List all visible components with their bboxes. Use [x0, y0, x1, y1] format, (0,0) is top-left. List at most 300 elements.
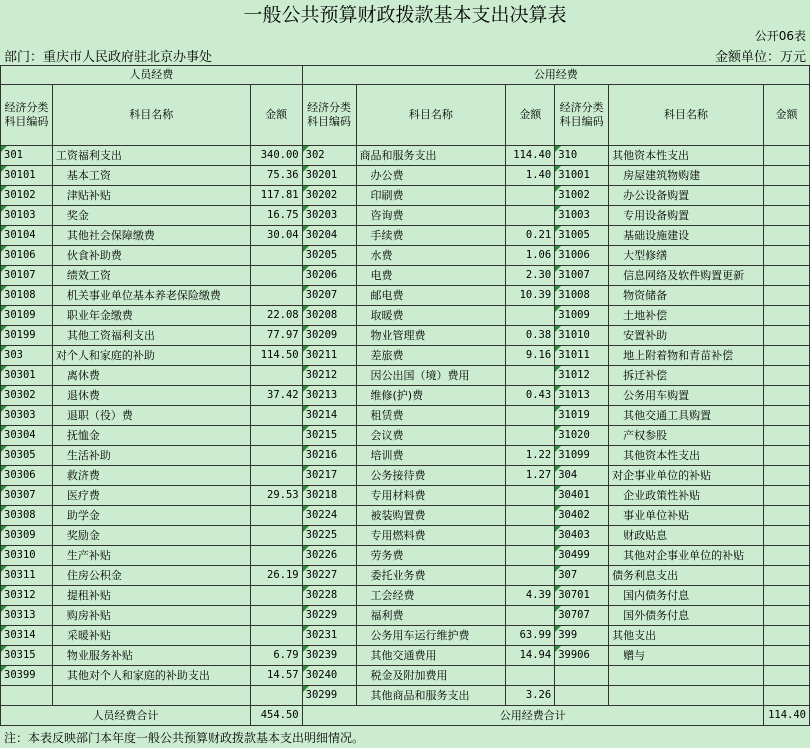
- cell-code: 31010: [555, 326, 609, 346]
- cell-name: 电费: [356, 266, 506, 286]
- table-row: [1, 446, 810, 466]
- cell-code: 30229: [302, 606, 356, 626]
- page-title: 一般公共预算财政拨款基本支出决算表: [243, 4, 567, 26]
- cell-code: 30309: [1, 526, 53, 546]
- cell-code: 30228: [302, 586, 356, 606]
- cell-name: 其他对企事业单位的补贴: [609, 546, 764, 566]
- cell-amount: 1.27: [506, 466, 555, 486]
- table-row: [1, 206, 810, 226]
- cell-code: 30239: [302, 646, 356, 666]
- table-row: [1, 326, 810, 346]
- cell-name: 专用材料费: [356, 486, 506, 506]
- cell-code: 31003: [555, 206, 609, 226]
- cell-name: 公务用车购置: [609, 386, 764, 406]
- cell-name: 商品和服务支出: [356, 146, 506, 166]
- cell-code: 30213: [302, 386, 356, 406]
- cell-code: 30306: [1, 466, 53, 486]
- cell-code: 30107: [1, 266, 53, 286]
- table-row: [1, 586, 810, 606]
- cell-code: 30402: [555, 506, 609, 526]
- cell-amount: [250, 406, 302, 426]
- cell-code: 30218: [302, 486, 356, 506]
- cell-amount: 2.30: [506, 266, 555, 286]
- cell-amount: [763, 206, 809, 226]
- cell-code: 30103: [1, 206, 53, 226]
- col-header-code: 经济分类科目编码: [302, 85, 356, 146]
- cell-code: 399: [555, 626, 609, 646]
- public-total-amount: 114.40: [763, 706, 809, 726]
- cell-code: 30308: [1, 506, 53, 526]
- col-header-code: 经济分类科目编码: [555, 85, 609, 146]
- cell-amount: 77.97: [250, 326, 302, 346]
- cell-name: 基础设施建设: [609, 226, 764, 246]
- cell-amount: 117.81: [250, 186, 302, 206]
- cell-amount: [763, 226, 809, 246]
- table-row: [1, 566, 810, 586]
- cell-name: 津贴补贴: [52, 186, 250, 206]
- cell-amount: [763, 266, 809, 286]
- cell-name: 被装购置费: [356, 506, 506, 526]
- table-row: [1, 646, 810, 666]
- cell-name: 安置补助: [609, 326, 764, 346]
- cell-code: 30305: [1, 446, 53, 466]
- cell-amount: [506, 306, 555, 326]
- cell-name: 拆迁补偿: [609, 366, 764, 386]
- cell-code: 30104: [1, 226, 53, 246]
- cell-code: 30226: [302, 546, 356, 566]
- col-header-amount: 金额: [506, 85, 555, 146]
- cell-name: 租赁费: [356, 406, 506, 426]
- cell-name: 物业管理费: [356, 326, 506, 346]
- cell-code: 30311: [1, 566, 53, 586]
- cell-name: 生产补贴: [52, 546, 250, 566]
- cell-code: 30211: [302, 346, 356, 366]
- cell-amount: 30.04: [250, 226, 302, 246]
- cell-code: 30101: [1, 166, 53, 186]
- cell-name: 税金及附加费用: [356, 666, 506, 686]
- cell-name: 因公出国（境）费用: [356, 366, 506, 386]
- cell-code: 31012: [555, 366, 609, 386]
- table-code: 公开06表: [754, 29, 806, 43]
- cell-code: 30205: [302, 246, 356, 266]
- table-row: [1, 666, 810, 686]
- table-row: [1, 406, 810, 426]
- cell-name: 咨询费: [356, 206, 506, 226]
- cell-code: 30499: [555, 546, 609, 566]
- cell-code: 30217: [302, 466, 356, 486]
- col-header-name: 科目名称: [609, 85, 764, 146]
- cell-name: 工会经费: [356, 586, 506, 606]
- cell-name: 生活补助: [52, 446, 250, 466]
- table-row: [1, 506, 810, 526]
- table-row: [1, 226, 810, 246]
- cell-code: 30204: [302, 226, 356, 246]
- cell-name: 公务接待费: [356, 466, 506, 486]
- cell-amount: [250, 526, 302, 546]
- cell-amount: [763, 186, 809, 206]
- cell-amount: [763, 426, 809, 446]
- cell-amount: [763, 566, 809, 586]
- cell-amount: [506, 606, 555, 626]
- cell-amount: 75.36: [250, 166, 302, 186]
- cell-name: 债务利息支出: [609, 566, 764, 586]
- cell-code: 30209: [302, 326, 356, 346]
- cell-amount: [506, 546, 555, 566]
- cell-amount: [763, 446, 809, 466]
- cell-name: 培训费: [356, 446, 506, 466]
- cell-code: 30707: [555, 606, 609, 626]
- cell-name: 助学金: [52, 506, 250, 526]
- cell-name: 国内债务付息: [609, 586, 764, 606]
- cell-amount: 1.06: [506, 246, 555, 266]
- cell-code: 30109: [1, 306, 53, 326]
- cell-name: 水费: [356, 246, 506, 266]
- cell-name: 公务用车运行维护费: [356, 626, 506, 646]
- cell-code: 30208: [302, 306, 356, 326]
- cell-amount: [763, 606, 809, 626]
- public-total-label: 公用经费合计: [302, 706, 763, 726]
- cell-name: 对个人和家庭的补助: [52, 346, 250, 366]
- table-row: [1, 466, 810, 486]
- personnel-group-header: 人员经费: [1, 66, 303, 85]
- cell-name: 其他资本性支出: [609, 146, 764, 166]
- cell-name: 救济费: [52, 466, 250, 486]
- cell-code: 31006: [555, 246, 609, 266]
- cell-amount: [506, 426, 555, 446]
- cell-name: 大型修缮: [609, 246, 764, 266]
- table-row: [1, 306, 810, 326]
- cell-code: 30202: [302, 186, 356, 206]
- table-row: [1, 266, 810, 286]
- table-row: [1, 626, 810, 646]
- cell-name: 办公设备购置: [609, 186, 764, 206]
- cell-code: 30304: [1, 426, 53, 446]
- cell-name: 国外债务付息: [609, 606, 764, 626]
- cell-code: 30215: [302, 426, 356, 446]
- cell-name: 职业年金缴费: [52, 306, 250, 326]
- cell-code: 30312: [1, 586, 53, 606]
- cell-amount: [506, 406, 555, 426]
- cell-amount: [506, 506, 555, 526]
- amount-unit-label: 金额单位：万元: [714, 50, 806, 65]
- cell-amount: 340.00: [250, 146, 302, 166]
- cell-code: 30102: [1, 186, 53, 206]
- cell-name: 其他商品和服务支出: [356, 686, 506, 706]
- cell-amount: 1.40: [506, 166, 555, 186]
- cell-code: 31008: [555, 286, 609, 306]
- table-row: [1, 606, 810, 626]
- table-row: [1, 186, 810, 206]
- cell-amount: [763, 626, 809, 646]
- cell-code: 307: [555, 566, 609, 586]
- cell-amount: 3.26: [506, 686, 555, 706]
- cell-code: [555, 666, 609, 686]
- cell-name: 差旅费: [356, 346, 506, 366]
- expenditure-table: [0, 65, 810, 726]
- cell-name: 房屋建筑物购建: [609, 166, 764, 186]
- cell-amount: 0.38: [506, 326, 555, 346]
- cell-name: 购房补贴: [52, 606, 250, 626]
- cell-amount: [763, 486, 809, 506]
- cell-amount: [250, 246, 302, 266]
- cell-name: 对企事业单位的补贴: [609, 466, 764, 486]
- cell-amount: [506, 526, 555, 546]
- table-row: [1, 386, 810, 406]
- cell-name: 退休费: [52, 386, 250, 406]
- cell-code: 30240: [302, 666, 356, 686]
- cell-name: 住房公积金: [52, 566, 250, 586]
- cell-amount: [763, 146, 809, 166]
- cell-amount: [506, 566, 555, 586]
- cell-amount: [763, 366, 809, 386]
- table-row: [1, 166, 810, 186]
- cell-name: 手续费: [356, 226, 506, 246]
- cell-code: 30206: [302, 266, 356, 286]
- cell-code: 30310: [1, 546, 53, 566]
- cell-code: 30224: [302, 506, 356, 526]
- cell-name: 劳务费: [356, 546, 506, 566]
- cell-name: 伙食补助费: [52, 246, 250, 266]
- cell-code: 30299: [302, 686, 356, 706]
- cell-code: 30701: [555, 586, 609, 606]
- cell-code: 301: [1, 146, 53, 166]
- cell-amount: 9.16: [506, 346, 555, 366]
- public-group-header: 公用经费: [302, 66, 809, 85]
- cell-amount: [763, 286, 809, 306]
- cell-amount: [763, 166, 809, 186]
- cell-name: 财政贴息: [609, 526, 764, 546]
- cell-name: 其他交通费用: [356, 646, 506, 666]
- cell-amount: [763, 346, 809, 366]
- col-header-name: 科目名称: [356, 85, 506, 146]
- cell-name: 其他工资福利支出: [52, 326, 250, 346]
- cell-code: 30201: [302, 166, 356, 186]
- cell-code: 30301: [1, 366, 53, 386]
- cell-name: 绩效工资: [52, 266, 250, 286]
- cell-code: 30214: [302, 406, 356, 426]
- table-row: [1, 366, 810, 386]
- cell-name: 基本工资: [52, 166, 250, 186]
- cell-name: [609, 686, 764, 706]
- cell-name: 委托业务费: [356, 566, 506, 586]
- cell-amount: [250, 686, 302, 706]
- cell-code: 31009: [555, 306, 609, 326]
- cell-amount: [506, 186, 555, 206]
- cell-amount: 0.43: [506, 386, 555, 406]
- cell-code: 30227: [302, 566, 356, 586]
- cell-amount: 37.42: [250, 386, 302, 406]
- cell-amount: [763, 666, 809, 686]
- cell-amount: [763, 406, 809, 426]
- cell-code: 30216: [302, 446, 356, 466]
- cell-name: 事业单位补贴: [609, 506, 764, 526]
- cell-name: 邮电费: [356, 286, 506, 306]
- cell-name: 赠与: [609, 646, 764, 666]
- cell-amount: [250, 426, 302, 446]
- cell-name: 其他社会保障缴费: [52, 226, 250, 246]
- cell-amount: [250, 446, 302, 466]
- cell-amount: 26.19: [250, 566, 302, 586]
- cell-name: [609, 666, 764, 686]
- cell-code: 31020: [555, 426, 609, 446]
- department-label: 部门：重庆市人民政府驻北京办事处: [4, 50, 213, 65]
- cell-code: 30199: [1, 326, 53, 346]
- cell-code: 30225: [302, 526, 356, 546]
- cell-code: 303: [1, 346, 53, 366]
- cell-code: 39906: [555, 646, 609, 666]
- cell-amount: [250, 586, 302, 606]
- table-row: [1, 686, 810, 706]
- cell-amount: [250, 546, 302, 566]
- cell-amount: [763, 526, 809, 546]
- cell-name: 医疗费: [52, 486, 250, 506]
- cell-amount: [763, 546, 809, 566]
- cell-amount: 4.39: [506, 586, 555, 606]
- cell-code: 31019: [555, 406, 609, 426]
- cell-amount: [250, 286, 302, 306]
- cell-amount: [763, 646, 809, 666]
- cell-name: 采暖补贴: [52, 626, 250, 646]
- table-row: [1, 486, 810, 506]
- table-row: [1, 146, 810, 166]
- footnote: 注：本表反映部门本年度一般公共预算财政拨款基本支出明细情况。: [4, 731, 365, 745]
- cell-amount: [763, 586, 809, 606]
- table-row: [1, 526, 810, 546]
- cell-name: 提租补贴: [52, 586, 250, 606]
- cell-code: 30401: [555, 486, 609, 506]
- table-row: [1, 426, 810, 446]
- cell-name: 维修(护)费: [356, 386, 506, 406]
- cell-code: 30403: [555, 526, 609, 546]
- cell-amount: [250, 366, 302, 386]
- cell-name: 物资储备: [609, 286, 764, 306]
- cell-amount: [763, 246, 809, 266]
- cell-amount: 16.75: [250, 206, 302, 226]
- col-header-amount: 金额: [250, 85, 302, 146]
- cell-name: 地上附着物和青苗补偿: [609, 346, 764, 366]
- cell-amount: 14.94: [506, 646, 555, 666]
- col-header-code: 经济分类科目编码: [1, 85, 53, 146]
- cell-amount: [506, 486, 555, 506]
- cell-amount: 1.22: [506, 446, 555, 466]
- cell-name: 离休费: [52, 366, 250, 386]
- cell-name: 专用燃料费: [356, 526, 506, 546]
- cell-name: 其他对个人和家庭的补助支出: [52, 666, 250, 686]
- cell-code: 30313: [1, 606, 53, 626]
- cell-name: 奖金: [52, 206, 250, 226]
- cell-code: 30307: [1, 486, 53, 506]
- cell-amount: 29.53: [250, 486, 302, 506]
- table-row: [1, 246, 810, 266]
- cell-name: 其他交通工具购置: [609, 406, 764, 426]
- cell-name: 信息网络及软件购置更新: [609, 266, 764, 286]
- cell-code: 31011: [555, 346, 609, 366]
- cell-code: 30302: [1, 386, 53, 406]
- cell-amount: [250, 506, 302, 526]
- cell-name: 专用设备购置: [609, 206, 764, 226]
- cell-amount: [250, 466, 302, 486]
- cell-code: 30315: [1, 646, 53, 666]
- cell-amount: [763, 506, 809, 526]
- cell-amount: 14.57: [250, 666, 302, 686]
- cell-name: [52, 686, 250, 706]
- cell-code: 30106: [1, 246, 53, 266]
- cell-amount: [506, 666, 555, 686]
- cell-code: 30207: [302, 286, 356, 306]
- cell-code: [1, 686, 53, 706]
- cell-code: 302: [302, 146, 356, 166]
- cell-amount: 22.08: [250, 306, 302, 326]
- cell-amount: 63.99: [506, 626, 555, 646]
- cell-code: 30212: [302, 366, 356, 386]
- cell-name: 退职（役）费: [52, 406, 250, 426]
- cell-name: 奖励金: [52, 526, 250, 546]
- cell-amount: 0.21: [506, 226, 555, 246]
- cell-name: 会议费: [356, 426, 506, 446]
- table-row: [1, 286, 810, 306]
- cell-code: 304: [555, 466, 609, 486]
- cell-code: 31005: [555, 226, 609, 246]
- cell-name: 印刷费: [356, 186, 506, 206]
- cell-amount: [763, 326, 809, 346]
- col-header-amount: 金额: [763, 85, 809, 146]
- cell-code: 31099: [555, 446, 609, 466]
- cell-amount: 10.39: [506, 286, 555, 306]
- table-row: [1, 546, 810, 566]
- cell-code: 30231: [302, 626, 356, 646]
- cell-code: 30108: [1, 286, 53, 306]
- cell-code: 30303: [1, 406, 53, 426]
- cell-amount: 6.79: [250, 646, 302, 666]
- cell-amount: 114.50: [250, 346, 302, 366]
- cell-code: 31002: [555, 186, 609, 206]
- cell-name: 物业服务补贴: [52, 646, 250, 666]
- cell-code: 310: [555, 146, 609, 166]
- cell-code: 31013: [555, 386, 609, 406]
- cell-name: 产权参股: [609, 426, 764, 446]
- cell-amount: [506, 206, 555, 226]
- cell-amount: [506, 366, 555, 386]
- cell-amount: [763, 686, 809, 706]
- cell-name: 其他资本性支出: [609, 446, 764, 466]
- cell-code: 31007: [555, 266, 609, 286]
- cell-code: 30203: [302, 206, 356, 226]
- cell-name: 土地补偿: [609, 306, 764, 326]
- cell-name: 企业政策性补贴: [609, 486, 764, 506]
- cell-code: 30314: [1, 626, 53, 646]
- table-row: [1, 346, 810, 366]
- cell-amount: 114.40: [506, 146, 555, 166]
- cell-code: 31001: [555, 166, 609, 186]
- cell-name: 机关事业单位基本养老保险缴费: [52, 286, 250, 306]
- cell-name: 福利费: [356, 606, 506, 626]
- cell-code: 30399: [1, 666, 53, 686]
- cell-name: 取暖费: [356, 306, 506, 326]
- cell-name: 其他支出: [609, 626, 764, 646]
- cell-amount: [250, 606, 302, 626]
- cell-name: 抚恤金: [52, 426, 250, 446]
- cell-code: [555, 686, 609, 706]
- cell-amount: [763, 466, 809, 486]
- cell-amount: [763, 386, 809, 406]
- cell-amount: [763, 306, 809, 326]
- cell-amount: [250, 626, 302, 646]
- personnel-total-label: 人员经费合计: [1, 706, 251, 726]
- cell-amount: [250, 266, 302, 286]
- col-header-name: 科目名称: [52, 85, 250, 146]
- cell-name: 办公费: [356, 166, 506, 186]
- personnel-total-amount: 454.50: [250, 706, 302, 726]
